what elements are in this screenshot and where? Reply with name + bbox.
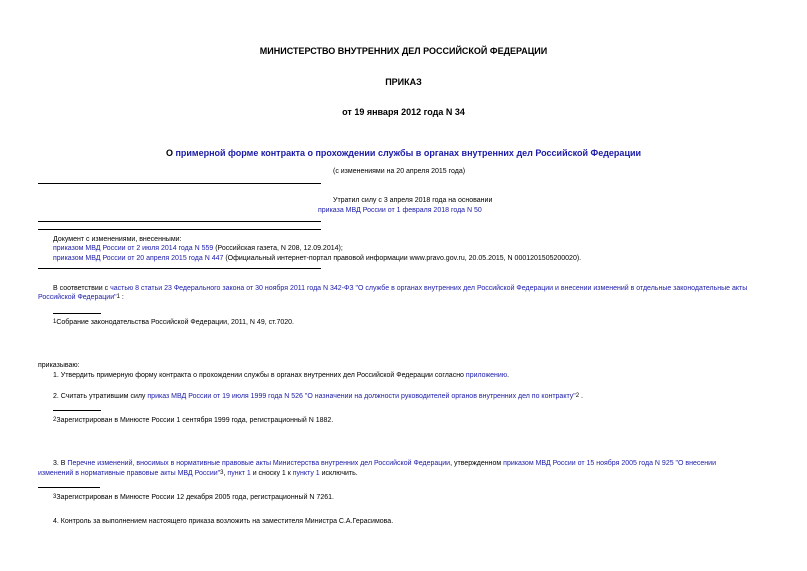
footnote-1: [53, 318, 294, 327]
order-item-1: [53, 371, 509, 380]
amendment-source: (Официальный интернет-портал правовой информации www.pravo.gov.ru, 20.05.2015, N 0001201505200020).: [223, 255, 582, 262]
status-line: Утратил силу с 3 апреля 2018 года на основании: [333, 197, 493, 204]
order-925-link[interactable]: приказом МВД России от 15 ноября 2005 года N 925 "О внесении: [503, 460, 716, 467]
amendment-item: [53, 254, 581, 263]
order-item-text: 3. В: [53, 460, 68, 467]
footnote-text: Зарегистрирован в Минюсте России 1 сентября 1999 года, регистрационный N 1882.: [56, 417, 334, 424]
footnote-ref[interactable]: 3: [220, 470, 224, 476]
preamble-text: В соответствии с: [53, 285, 111, 292]
divider: [38, 229, 321, 230]
order-925-link-cont[interactable]: изменений в нормативные правовые акты МВД России": [38, 470, 221, 477]
amendment-link[interactable]: приказом МВД России от 20 апреля 2015 года N 447: [53, 255, 224, 262]
status-link[interactable]: приказа МВД России от 1 февраля 2018 года N 50: [318, 207, 482, 214]
amendment-item: [53, 244, 343, 253]
title-link[interactable]: примерной форме контракта о прохождении службы в органах внутренних дел Российской Федерации: [175, 148, 642, 158]
order-item-3-line1: [53, 459, 716, 468]
footnote-text: Зарегистрирован в Минюсте России 12 декабря 2005 года, регистрационный N 7261.: [56, 494, 334, 501]
order-item-text: 1. Утвердить примерную форму контракта о прохождении службы в органах внутренних дел Российской Федерации согласно: [53, 372, 466, 379]
amendment-link[interactable]: приказом МВД России от 2 июля 2014 года N 559: [53, 245, 214, 252]
footnote-3: [53, 493, 334, 502]
preamble-end: :: [119, 294, 124, 301]
changes-list-link[interactable]: Перечне изменений, вносимых в нормативные правовые акты Министерства внутренних дел Российской Федерации: [67, 460, 451, 467]
point-1-link[interactable]: пункту 1: [292, 470, 320, 477]
date-number-heading: от 19 января 2012 года N 34: [342, 107, 465, 117]
law-link-cont[interactable]: Российской Федерации": [38, 294, 117, 301]
document-title: [0, 148, 807, 158]
changes-note: (с изменениями на 20 апреля 2015 года): [333, 168, 466, 175]
footnote-ref[interactable]: 1: [116, 294, 120, 300]
footnote-mark: 1: [53, 319, 57, 325]
footnote-mark: 2: [53, 417, 57, 423]
order-item-text: исключить.: [319, 470, 358, 477]
order-item-3-line2: [38, 469, 358, 478]
order-item-end: .: [507, 372, 510, 379]
footnote-mark: 3: [53, 494, 57, 500]
footnote-text: Собрание законодательства Российской Федерации, 2011, N 49, ст.7020.: [56, 319, 294, 326]
order-word: приказываю:: [38, 362, 80, 369]
doc-type-heading: ПРИКАЗ: [385, 77, 422, 87]
footnote-divider: [53, 313, 101, 314]
order-item-2: [53, 392, 583, 401]
divider: [38, 221, 321, 222]
amendments-heading: Документ с изменениями, внесенными:: [53, 236, 182, 243]
footnote-2: [53, 416, 333, 425]
ministry-heading: МИНИСТЕРСТВО ВНУТРЕННИХ ДЕЛ РОССИЙСКОЙ ФЕДЕРАЦИИ: [259, 46, 548, 56]
order-item-text: ,: [223, 470, 228, 477]
footnote-divider: [53, 410, 101, 411]
appendix-link[interactable]: приложению: [465, 372, 508, 379]
footnote-divider: [38, 487, 100, 488]
order-item-4: 4. Контроль за выполнением настоящего приказа возложить на заместителя Министра С.А.Герасимова.: [53, 518, 394, 525]
title-prefix: О: [165, 148, 176, 158]
footnote-ref[interactable]: 2: [575, 393, 580, 399]
order-item-text: , утвержденном: [450, 460, 504, 467]
divider: [38, 268, 321, 269]
repealed-order-link[interactable]: приказ МВД России от 19 июля 1999 года N 526 "О назначении на должности руководителей органов внутренних дел по контракту": [147, 393, 576, 400]
amendment-source: (Российская газета, N 208, 12.09.2014);: [213, 245, 343, 252]
order-item-end: .: [579, 393, 583, 400]
divider: [38, 183, 321, 184]
preamble-line2: [38, 293, 124, 302]
point-1-link[interactable]: пункт 1: [227, 470, 251, 477]
order-item-text: 2. Считать утратившим силу: [53, 393, 148, 400]
preamble-line1: [53, 284, 747, 293]
law-link[interactable]: частью 8 статьи 23 Федерального закона от 30 ноября 2011 года N 342-ФЗ "О службе в органах внутренних дел Российской Федерации и внесении изменений в отдельные законодательные акты: [110, 285, 748, 292]
order-item-text: и сноску 1 к: [250, 470, 293, 477]
